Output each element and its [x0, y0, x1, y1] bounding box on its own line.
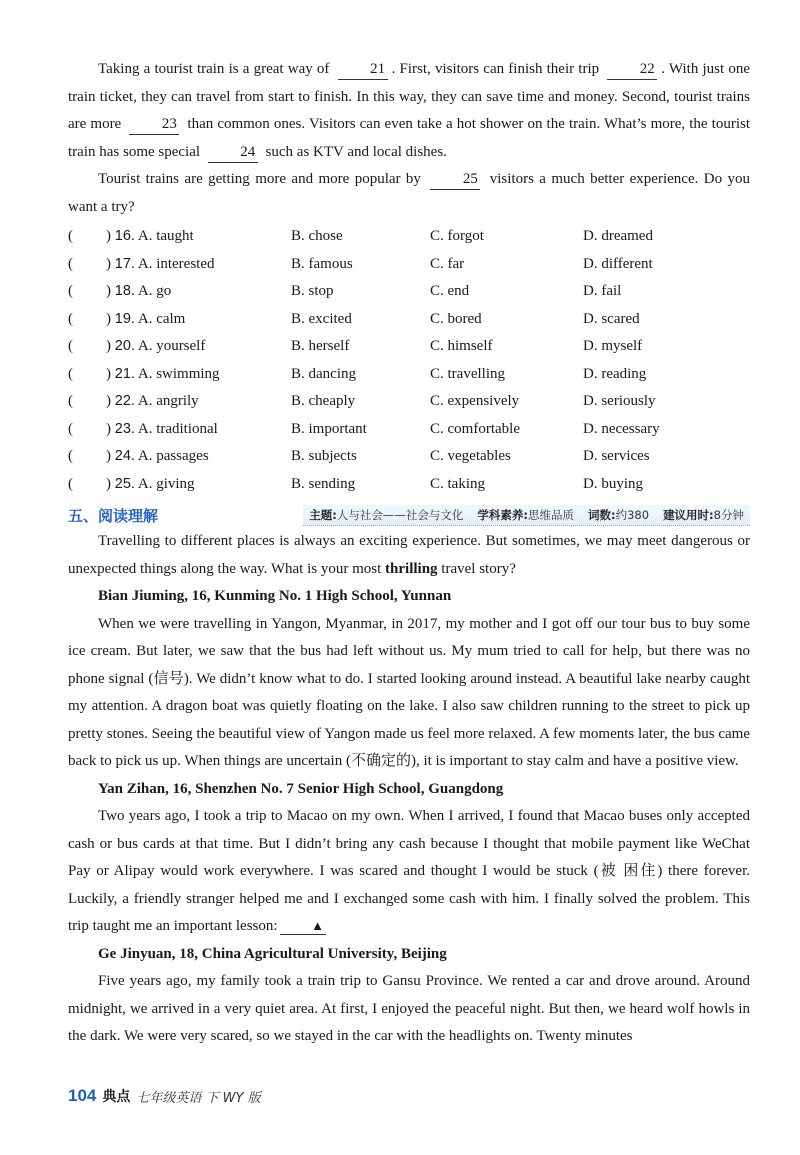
option-d[interactable]: D. buying	[583, 475, 643, 492]
text-segment: Tourist trains are getting more and more popular by	[98, 171, 427, 187]
reading-intro: Travelling to different places is always an exciting experience. But sometimes, we may meet dangerous or unexpected things along the way. What is your most thrilling travel story?	[68, 533, 750, 577]
question-number: 24.	[114, 448, 135, 464]
paren-close: )	[106, 448, 111, 464]
answer-paren[interactable]: (	[68, 448, 73, 464]
option-b[interactable]: B. herself	[291, 338, 350, 354]
text-segment: . First, visitors can finish their trip	[391, 61, 604, 77]
question-number: 17.	[114, 255, 135, 272]
answer-paren[interactable]: (	[68, 338, 73, 354]
meta-suggested-time: 建议用时:8分钟	[663, 507, 744, 522]
question-number: 25.	[114, 475, 135, 492]
question-number: 20.	[114, 338, 135, 354]
option-d[interactable]: D. seriously	[583, 393, 656, 409]
blank-25: 25	[430, 169, 480, 190]
text-segment: . With just one train ticket, they can travel from start to finish. In this way, they can save time and money. Second, tourist trains are more	[68, 61, 750, 132]
option-c[interactable]: C. forgot	[430, 228, 484, 244]
option-c[interactable]: C. comfortable	[430, 420, 520, 437]
book-title: 七年级英语 下 WY 版	[136, 1090, 261, 1106]
question-row-19	[68, 306, 750, 334]
option-a[interactable]: A. traditional	[137, 420, 218, 437]
question-options-list	[68, 223, 750, 498]
meta-theme: 主题:人与社会——社会与文化	[309, 507, 464, 522]
blank-23: 23	[129, 114, 179, 135]
option-d[interactable]: D. myself	[583, 338, 643, 354]
option-c[interactable]: C. vegetables	[430, 448, 511, 464]
option-c[interactable]: C. travelling	[430, 365, 505, 382]
question-row-17	[68, 251, 750, 279]
option-d[interactable]: D. different	[583, 255, 653, 272]
answer-paren[interactable]: (	[68, 228, 73, 244]
story-text-1: When we were travelling in Yangon, Myanmar, in 2017, my mother and I got off our tour bus to buy some ice cream. But later, we saw that the bus had left without us. My mum tried to call for help, but there was no phone signal (信号). We didn’t know what to do. I started looking around instead. A beautiful lake nearby caught my attention. A dragon boat was quietly floating on the lake. I also saw children running to the street to pick up pretty stones. Seeing the beautiful view of Yangon made us feel more relaxed. A few moments later, the bus came back to pick us up. When things are uncertain (不确定的), it is important to stay calm and have a positive view.	[68, 615, 750, 769]
page-number: 104	[68, 1086, 97, 1105]
paren-close: )	[106, 475, 111, 492]
section-meta-bar	[303, 505, 750, 526]
option-c[interactable]: C. bored	[430, 310, 482, 327]
cloze-paragraph-1	[68, 56, 750, 166]
option-d[interactable]: D. scared	[583, 310, 640, 327]
story-author-3: Ge Jinyuan, 18, China Agricultural University, Beijing	[98, 945, 447, 962]
question-row-24	[68, 443, 750, 471]
text-segment: visitors a much better experience. Do you want a try?	[68, 171, 750, 215]
option-b[interactable]: B. dancing	[291, 365, 356, 382]
option-b[interactable]: B. cheaply	[291, 393, 356, 409]
option-c[interactable]: C. end	[430, 283, 470, 299]
paren-close: )	[106, 283, 111, 299]
question-number: 16.	[114, 228, 135, 244]
option-a[interactable]: A. interested	[137, 255, 215, 272]
cloze-paragraph-2	[68, 166, 750, 221]
question-row-16	[68, 223, 750, 251]
question-row-20	[68, 333, 750, 361]
text-segment: Taking a tourist train is a great way of	[98, 61, 334, 77]
option-a[interactable]: A. taught	[137, 228, 194, 244]
option-b[interactable]: B. subjects	[291, 448, 357, 464]
question-row-23	[68, 416, 750, 444]
option-d[interactable]: D. services	[583, 448, 650, 464]
paren-close: )	[106, 393, 111, 409]
paren-close: )	[106, 228, 111, 244]
option-b[interactable]: B. important	[291, 420, 367, 437]
question-row-25	[68, 471, 750, 499]
answer-paren[interactable]: (	[68, 283, 73, 299]
story-author-2: Yan Zihan, 16, Shenzhen No. 7 Senior High School, Guangdong	[98, 780, 504, 797]
option-a[interactable]: A. angrily	[137, 393, 199, 409]
paren-close: )	[106, 338, 111, 354]
option-c[interactable]: C. expensively	[430, 393, 520, 409]
page-content	[68, 56, 750, 1051]
paren-close: )	[106, 310, 111, 327]
answer-paren[interactable]: (	[68, 255, 73, 272]
triangle-blank-icon: ▲	[280, 918, 326, 935]
option-b[interactable]: B. stop	[291, 283, 334, 299]
meta-literacy: 学科素养:思维品质	[477, 507, 574, 522]
option-d[interactable]: D. fail	[583, 283, 622, 299]
meta-word-count: 词数:约380	[588, 507, 650, 522]
answer-paren[interactable]: (	[68, 310, 73, 327]
text-segment: than common ones. Visitors can even take a hot shower on the train. What’s more, the tourist train has some special	[68, 116, 750, 160]
option-a[interactable]: A. giving	[137, 475, 195, 492]
option-b[interactable]: B. chose	[291, 228, 343, 244]
answer-paren[interactable]: (	[68, 420, 73, 437]
blank-24: 24	[208, 142, 258, 163]
question-row-18	[68, 278, 750, 306]
question-number: 18.	[114, 283, 135, 299]
blank-22: 22	[607, 59, 657, 80]
story-text-3: Five years ago, my family took a train trip to Gansu Province. We rented a car and drove around. Around midnight, we arrived in a very quiet area. At first, I enjoyed the peaceful night. But then, we heard wolf howls in the dark. We were very scared, so we stayed in the car with the headlights on. Twenty minutes	[68, 973, 750, 1044]
option-a[interactable]: A. swimming	[137, 365, 220, 382]
question-number: 23.	[114, 420, 135, 437]
brand-logo: 典点	[102, 1089, 131, 1105]
question-row-21	[68, 361, 750, 389]
option-d[interactable]: D. reading	[583, 365, 647, 382]
question-row-22	[68, 388, 750, 416]
paren-close: )	[106, 255, 111, 272]
answer-paren[interactable]: (	[68, 475, 73, 492]
option-d[interactable]: D. dreamed	[583, 228, 653, 244]
option-b[interactable]: B. famous	[291, 255, 353, 272]
option-b[interactable]: B. sending	[291, 475, 356, 492]
option-c[interactable]: C. himself	[430, 338, 493, 354]
option-a[interactable]: A. go	[137, 283, 172, 299]
question-number: 22.	[114, 393, 135, 409]
question-number: 21.	[114, 365, 135, 382]
option-a[interactable]: A. passages	[137, 448, 209, 464]
keyword-thrilling: thrilling	[385, 560, 438, 577]
blank-21: 21	[338, 59, 388, 80]
paren-close: )	[106, 420, 111, 437]
option-a[interactable]: A. calm	[137, 310, 186, 327]
page-footer	[68, 1086, 261, 1106]
answer-paren[interactable]: (	[68, 393, 73, 409]
option-b[interactable]: B. excited	[291, 310, 352, 327]
option-c[interactable]: C. taking	[430, 475, 485, 492]
option-d[interactable]: D. necessary	[583, 420, 660, 437]
answer-paren[interactable]: (	[68, 365, 73, 382]
option-c[interactable]: C. far	[430, 255, 465, 272]
text-segment: such as KTV and local dishes.	[261, 143, 447, 160]
option-a[interactable]: A. yourself	[137, 338, 206, 354]
question-number: 19.	[114, 310, 135, 327]
story-author-1: Bian Jiuming, 16, Kunming No. 1 High School, Yunnan	[98, 588, 452, 604]
paren-close: )	[106, 365, 111, 382]
section-title: 五、阅读理解	[68, 506, 159, 525]
story-text-2: Two years ago, I took a trip to Macao on my own. When I arrived, I found that Macao buses only accepted cash or bus cards at that time. But I didn’t bring any cash because I thought that mobile payment like WeChat Pay or Alipay would work everywhere. I was scared and thought I would be stuck (被 困住) there forever. Luckily, a friendly stranger helped me and I exchanged some cash with him. I finally solved the problem. This trip taught me an important lesson: ▲	[68, 808, 750, 934]
reading-section-header	[68, 502, 750, 528]
